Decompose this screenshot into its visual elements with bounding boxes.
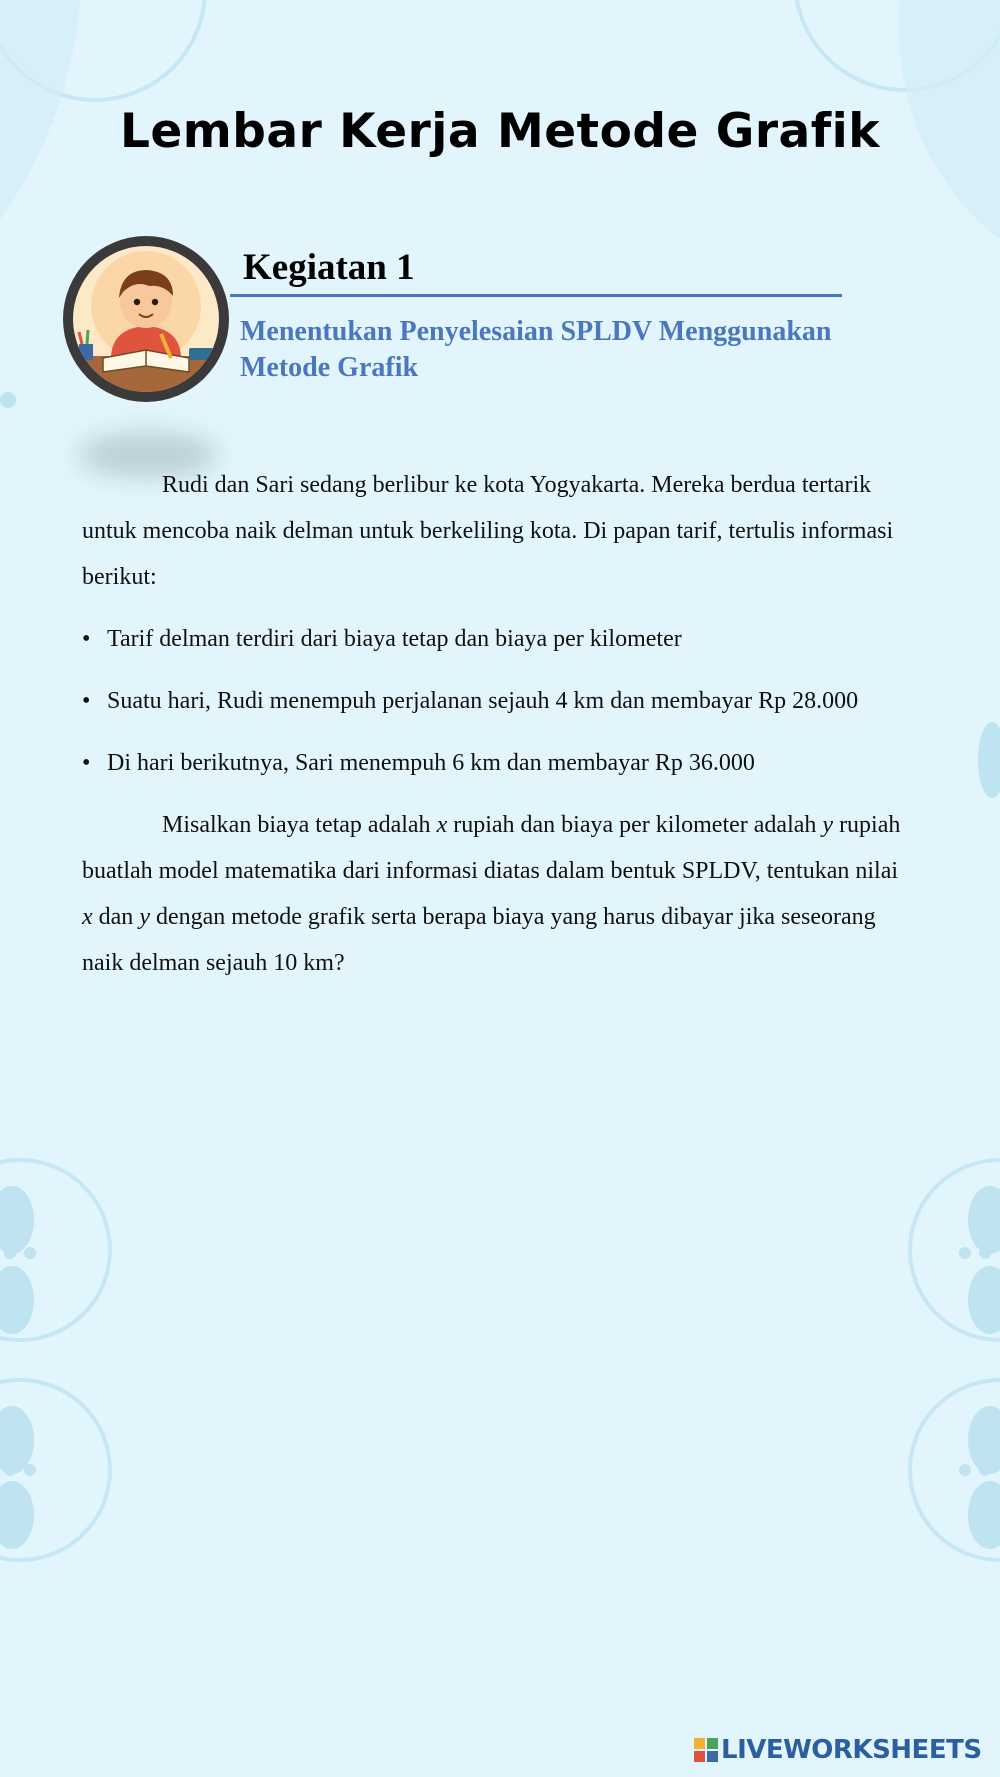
brand-name: LIVEWORKSHEETS (721, 1735, 982, 1765)
question-text: dan (92, 904, 140, 930)
activity-subtitle-line-1: Menentukan Penyelesaian SPLDV Menggunakan (240, 316, 832, 347)
question-text: rupiah buatlah model matematika dari informasi diatas dalam bentuk SPLDV, tentukan nilai (82, 812, 901, 884)
page-title: Lembar Kerja Metode Grafik (119, 104, 881, 159)
activity-subtitle-line-2: Metode Grafik (240, 352, 419, 383)
student-writing-avatar-icon (63, 236, 229, 402)
variable-y: y (139, 904, 150, 930)
liveworksheets-logo[interactable] (694, 1735, 982, 1765)
variable-x: x (436, 812, 448, 838)
liveworksheets-logo-icon (694, 1738, 718, 1762)
story-intro: Rudi dan Sari sedang berlibur ke kota Yogyakarta. Mereka berdua tertarik untuk mencoba naik delman untuk berkeliling kota. Di papan tarif, tertulis informasi berikut: (82, 472, 894, 590)
info-list (82, 616, 912, 786)
list-item (82, 740, 912, 786)
bullet-icon: • (82, 688, 91, 714)
activity-divider (230, 294, 842, 297)
activity-title: Kegiatan 1 (243, 247, 415, 288)
bullet-icon: • (82, 750, 91, 776)
list-item-text: Tarif delman terdiri dari biaya tetap dan biaya per kilometer (107, 626, 682, 652)
activity-subtitle (240, 314, 890, 386)
question-text: rupiah dan biaya per kilometer adalah (447, 812, 823, 838)
list-item-text: Suatu hari, Rudi menempuh perjalanan sejauh 4 km dan membayar Rp 28.000 (107, 688, 859, 714)
question-paragraph (82, 802, 912, 986)
question-text: dengan metode grafik serta berapa biaya yang harus dibayar jika seseorang naik delman sejauh 10 km? (82, 904, 876, 976)
variable-x: x (82, 904, 93, 930)
list-item (82, 678, 912, 724)
list-item-text: Di hari berikutnya, Sari menempuh 6 km dan membayar Rp 36.000 (107, 750, 755, 776)
story-content (82, 462, 912, 986)
list-item (82, 616, 912, 662)
variable-y: y (822, 812, 834, 838)
question-text: Misalkan biaya tetap adalah (162, 812, 437, 838)
bullet-icon: • (82, 626, 91, 652)
